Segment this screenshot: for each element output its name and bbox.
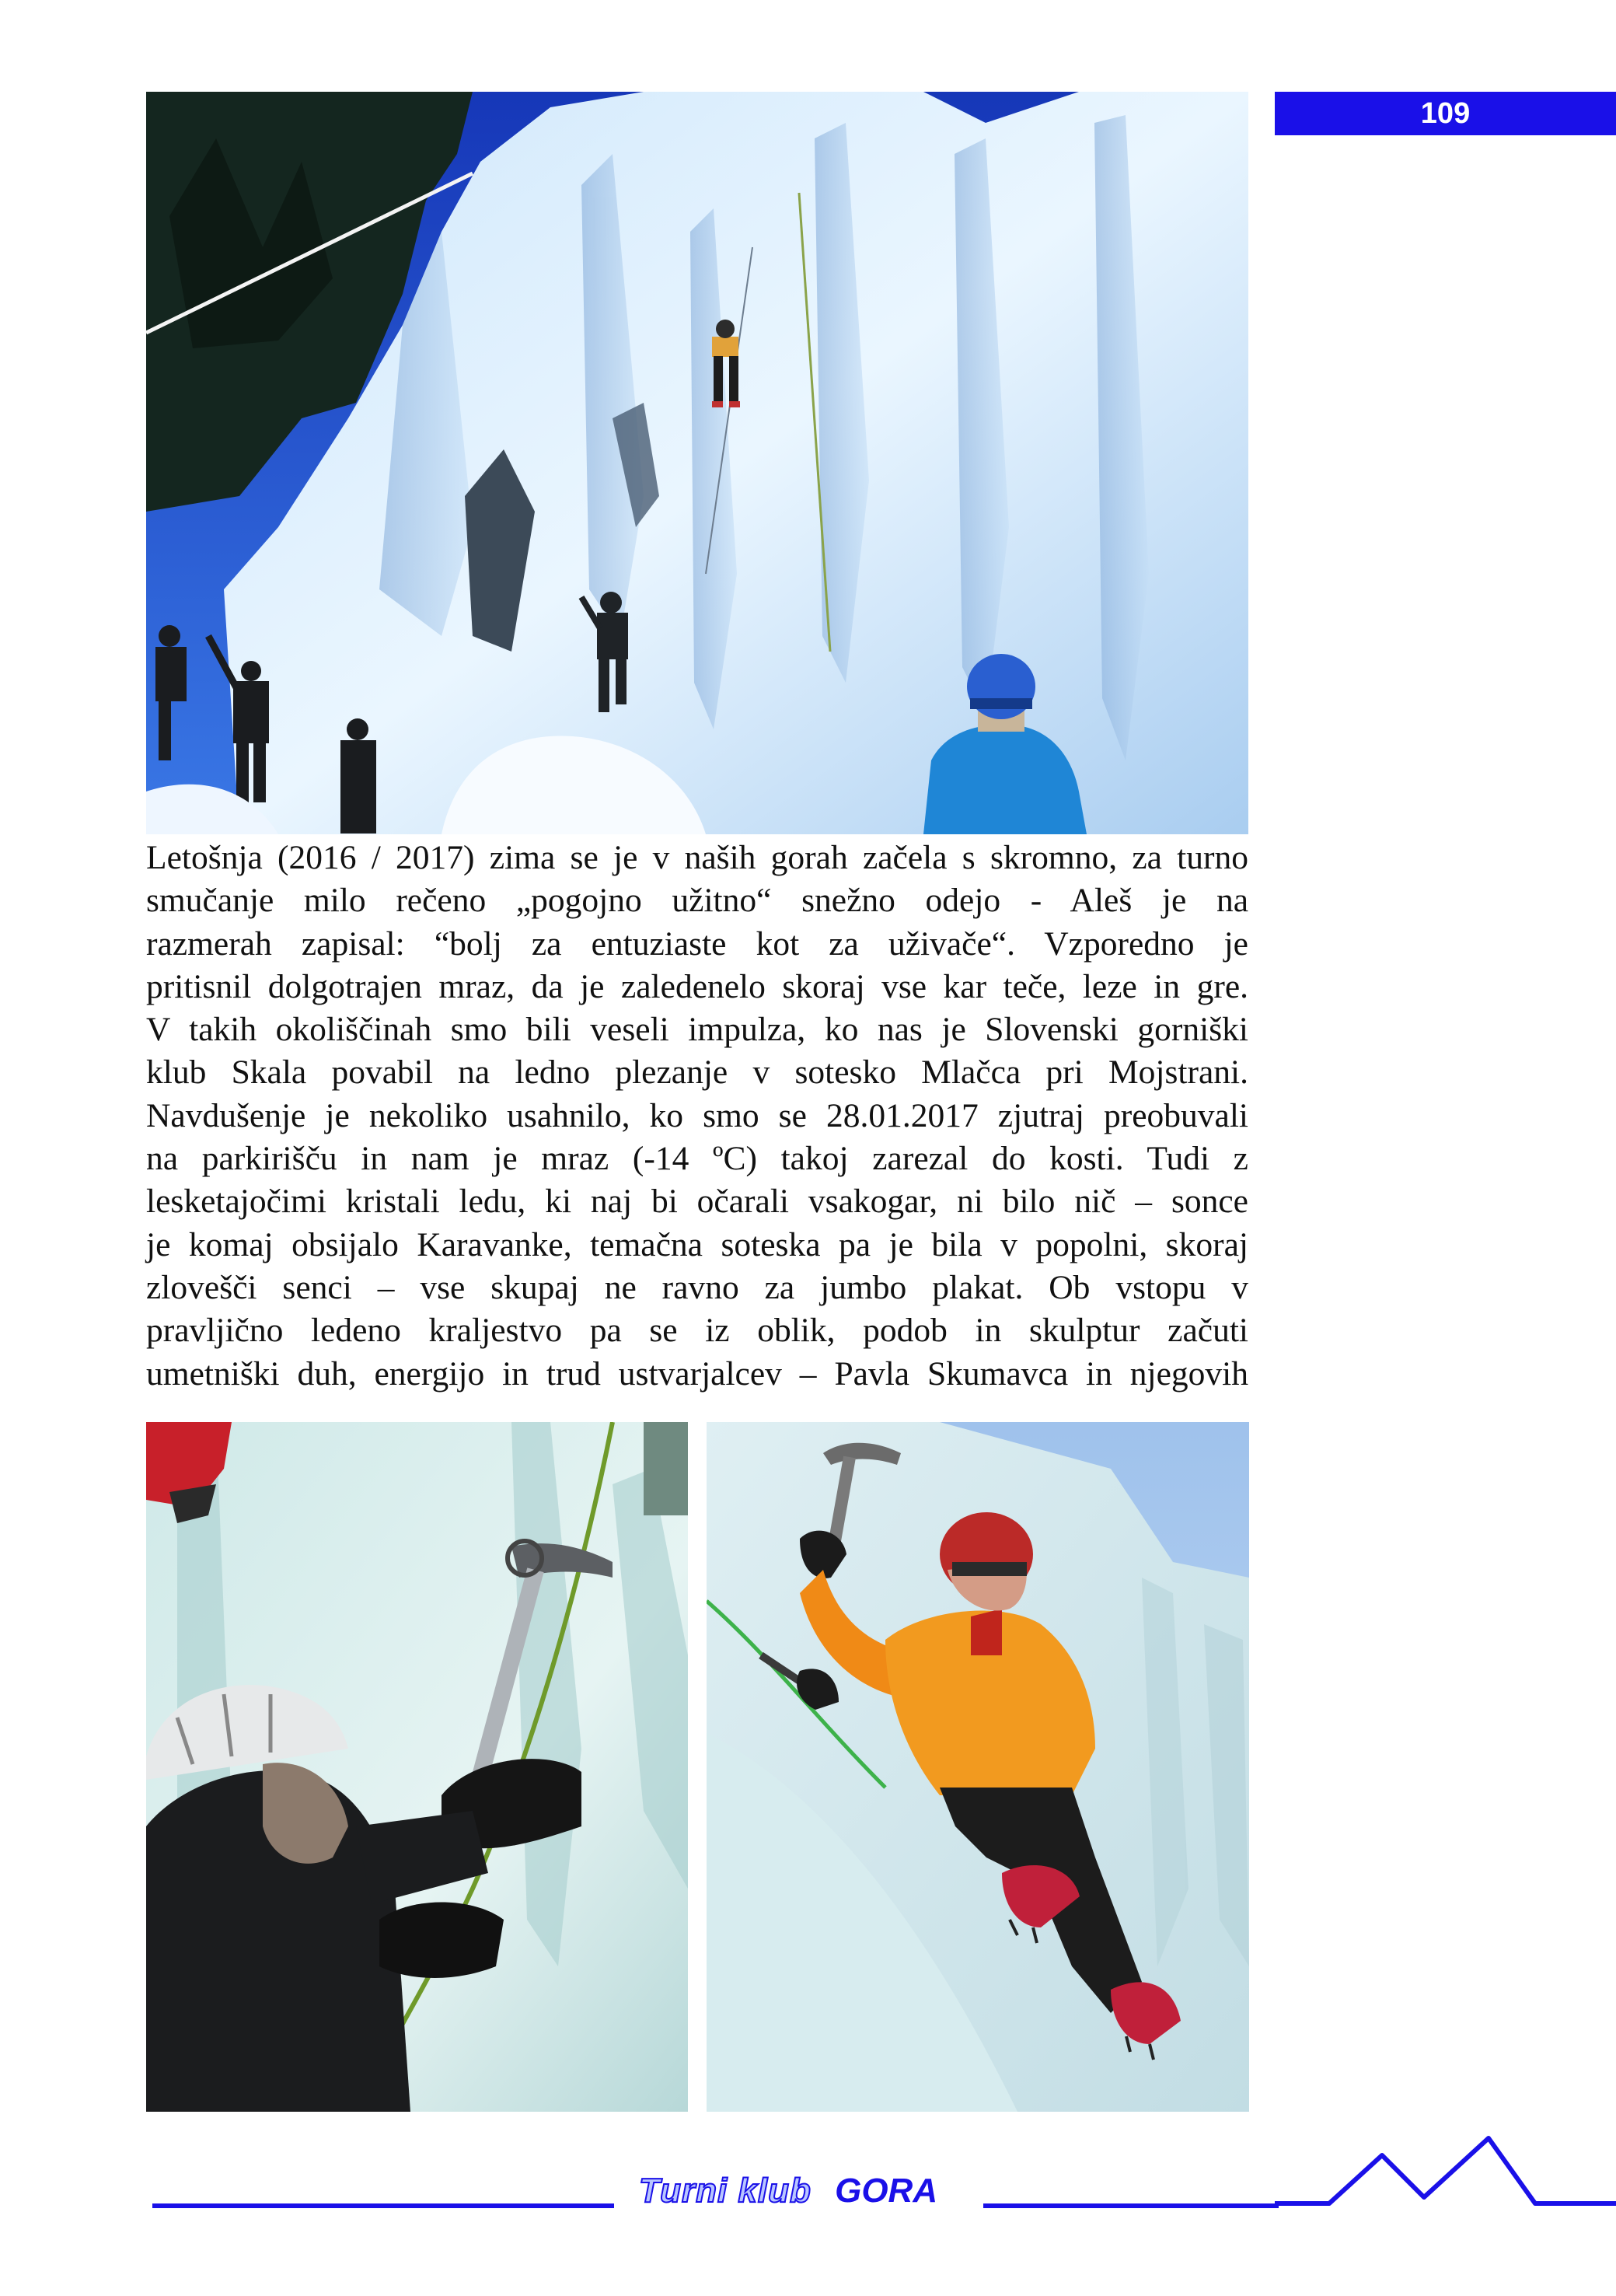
mountain-outline-icon	[979, 2123, 1616, 2216]
article-line: na parkirišču in nam je mraz (-14 ºC) takoj zarezal do kosti. Tudi z	[146, 1140, 1248, 1178]
photo-climber-white-helmet	[146, 1422, 688, 2112]
article-line: pritisnil dolgotrajen mraz, da je zaledenelo skoraj vse kar teče, leze in gre.	[146, 967, 1248, 1005]
article-line: smučanje milo rečeno „pogojno užitno“ snežno odejo - Aleš je na	[146, 882, 1248, 920]
article-line: je komaj obsijalo Karavanke, temačna soteska pa je bila v popolni, skoraj	[146, 1225, 1248, 1263]
article-line: Letošnja (2016 / 2017) zima se je v naših gorah začela s skromno, za turno	[146, 839, 1248, 876]
article-line: razmerah zapisal: “bolj za entuziaste kot za uživače“. Vzporedno je	[146, 924, 1248, 963]
article-line: zlovešči senci – vse skupaj ne ravno za jumbo plakat. Ob vstopu v	[146, 1268, 1248, 1306]
photo-climber-orange-jacket	[707, 1422, 1249, 2112]
club-logo-name: GORA	[835, 2172, 938, 2210]
club-logo-text: Turni klub	[639, 2172, 811, 2210]
article-line: umetniški duh, energijo in trud ustvarjalcev – Pavla Skumavca in njegovih	[146, 1354, 1248, 1393]
article-line: V takih okoliščinah smo bili veseli impulza, ko nas je Slovenski gorniški	[146, 1011, 1248, 1049]
article-line: pravljično ledeno kraljestvo pa se iz oblik, podob in skulptur začuti	[146, 1312, 1248, 1350]
page-number: 109	[1420, 97, 1471, 130]
article-line: Navdušenje je nekoliko usahnilo, ko smo se 28.01.2017 zjutraj preobuvali	[146, 1096, 1248, 1134]
article-body	[146, 837, 1248, 1396]
article-line: klub Skala povabil na ledno plezanje v sotesko Mlačca pri Mojstrani.	[146, 1054, 1248, 1092]
page-number-badge	[1275, 92, 1616, 135]
footer-rule-left	[152, 2203, 614, 2208]
club-logo	[639, 2165, 948, 2217]
photo-ice-waterfall	[146, 92, 1248, 834]
article-line: lesketajočimi kristali ledu, ki naj bi očarali vsakogar, ni bilo nič – sonce	[146, 1183, 1248, 1221]
